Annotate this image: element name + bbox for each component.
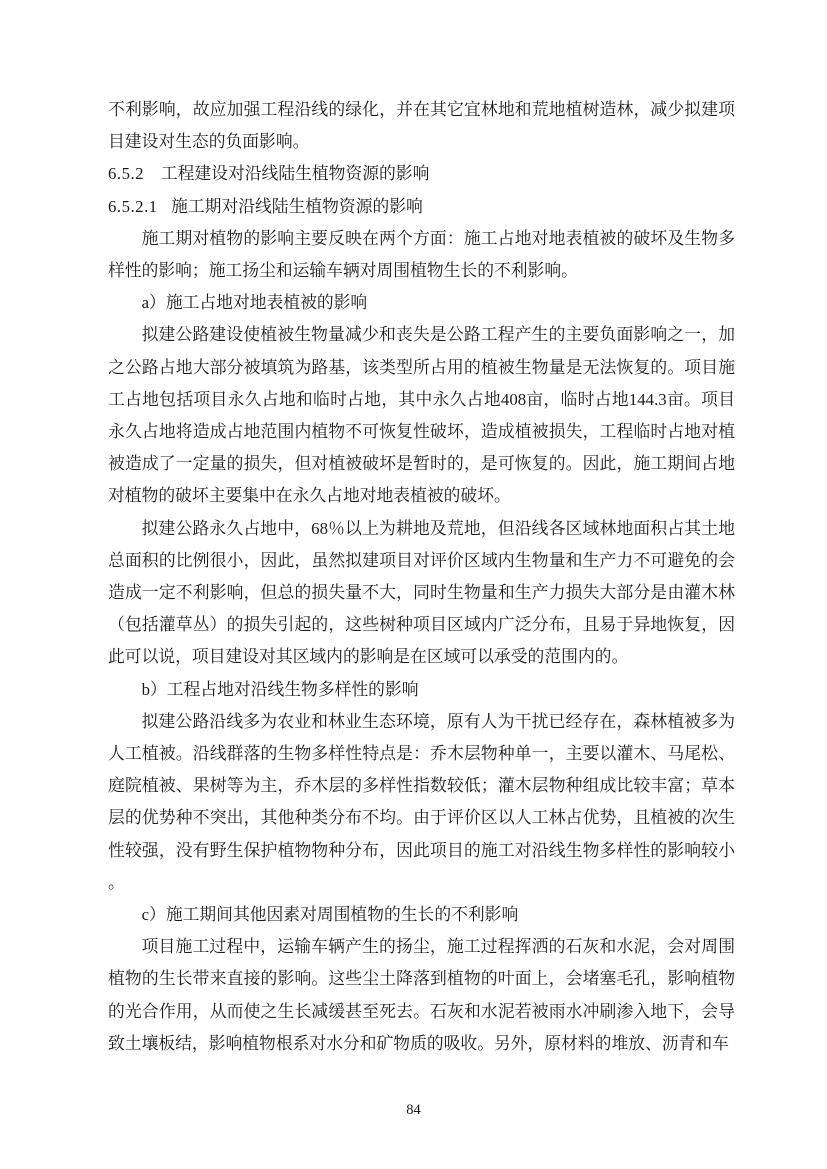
subsection-title: 施工期对沿线陆生植物资源的影响 bbox=[171, 196, 423, 216]
paragraph: 拟建公路建设使植被生物量减少和丧失是公路工程产生的主要负面影响之一，加之公路占地大部分被填筑为路基，该类型所占用的植被生物量是无法恢复的。项目施工占地包括项目永久占地和临时占地，其中永久占地408亩，临时占地144.3亩。项目永久占地将造成占地范围内植物不可恢复性破坏，造成植被损失，工程临时占地对植被造成了一定量的损失，但对植被破坏是暂时的，是可恢复的。因此，施工期间占地对植物的破坏主要集中在永久占地对地表植被的破坏。 bbox=[108, 325, 735, 506]
section-heading bbox=[108, 158, 735, 190]
section-title: 工程建设对沿线陆生植物资源的影响 bbox=[160, 164, 430, 184]
item-marker: a） bbox=[141, 293, 166, 313]
item-text: 施工占地对地表植被的影响 bbox=[165, 293, 368, 313]
item-marker: c） bbox=[141, 905, 166, 925]
paragraph: 拟建公路沿线多为农业和林业生态环境，原有人为干扰已经存在，森林植被多为人工植被。沿线群落的生物多样性特点是：乔木层物种单一，主要以灌木、马尾松、庭院植被、果树等为主，乔木层的多样性指数较低；灌木层物种组成比较丰富；草本层的优势种不突出，其他种类分布不均。由于评价区以人工林占优势，且植被的次生性较强，没有野生保护植物物种分布，因此项目的施工对沿线生物多样性的影响较小。 bbox=[108, 711, 735, 892]
paragraph: 拟建公路永久占地中，68％以上为耕地及荒地，但沿线各区域林地面积占其土地总面积的比例很小，因此，虽然拟建项目对评价区域内生物量和生产力不可避免的会造成一定不利影响，但总的损失量不大，同时生物量和生产力损失大部分是由灌木林（包括灌草丛）的损失引起的，这些树种项目区域内广泛分布，且易于异地恢复，因此可以说，项目建设对其区域内的影响是在区域可以承受的范围内的。 bbox=[108, 518, 735, 667]
document-body bbox=[108, 94, 735, 1060]
list-item-paragraph bbox=[108, 287, 735, 319]
paragraph: 项目施工过程中，运输车辆产生的扬尘，施工过程挥洒的石灰和水泥，会对周围植物的生长带来直接的影响。这些尘土降落到植物的叶面上，会堵塞毛孔，影响植物的光合作用，从而使之生长减缓甚至死去。石灰和水泥若被雨水冲刷渗入地下，会导致土壤板结，影响植物根系对水分和矿物质的吸收。另外，原材料的堆放、沥青和车 bbox=[108, 937, 735, 1053]
subsection-number: 6.5.2.1 bbox=[108, 196, 158, 216]
paragraph-continuation: 不利影响，故应加强工程沿线的绿化，并在其它宜林地和荒地植树造林，减少拟建项目建设对生态的负面影响。 bbox=[108, 100, 735, 152]
page-number: 84 bbox=[406, 1102, 421, 1118]
section-number: 6.5.2 bbox=[108, 164, 145, 184]
paragraph: 施工期对植物的影响主要反映在两个方面：施工占地对地表植被的破坏及生物多样性的影响；施工扬尘和运输车辆对周围植物生长的不利影响。 bbox=[108, 228, 735, 281]
item-marker: b） bbox=[141, 679, 167, 699]
item-text: 施工期间其他因素对周围植物的生长的不利影响 bbox=[165, 905, 519, 925]
subsection-heading bbox=[108, 191, 735, 223]
list-item-paragraph bbox=[108, 899, 735, 931]
list-item-paragraph bbox=[108, 674, 735, 706]
item-text: 工程占地对沿线生物多样性的影响 bbox=[166, 679, 419, 699]
page-footer bbox=[0, 1101, 827, 1119]
